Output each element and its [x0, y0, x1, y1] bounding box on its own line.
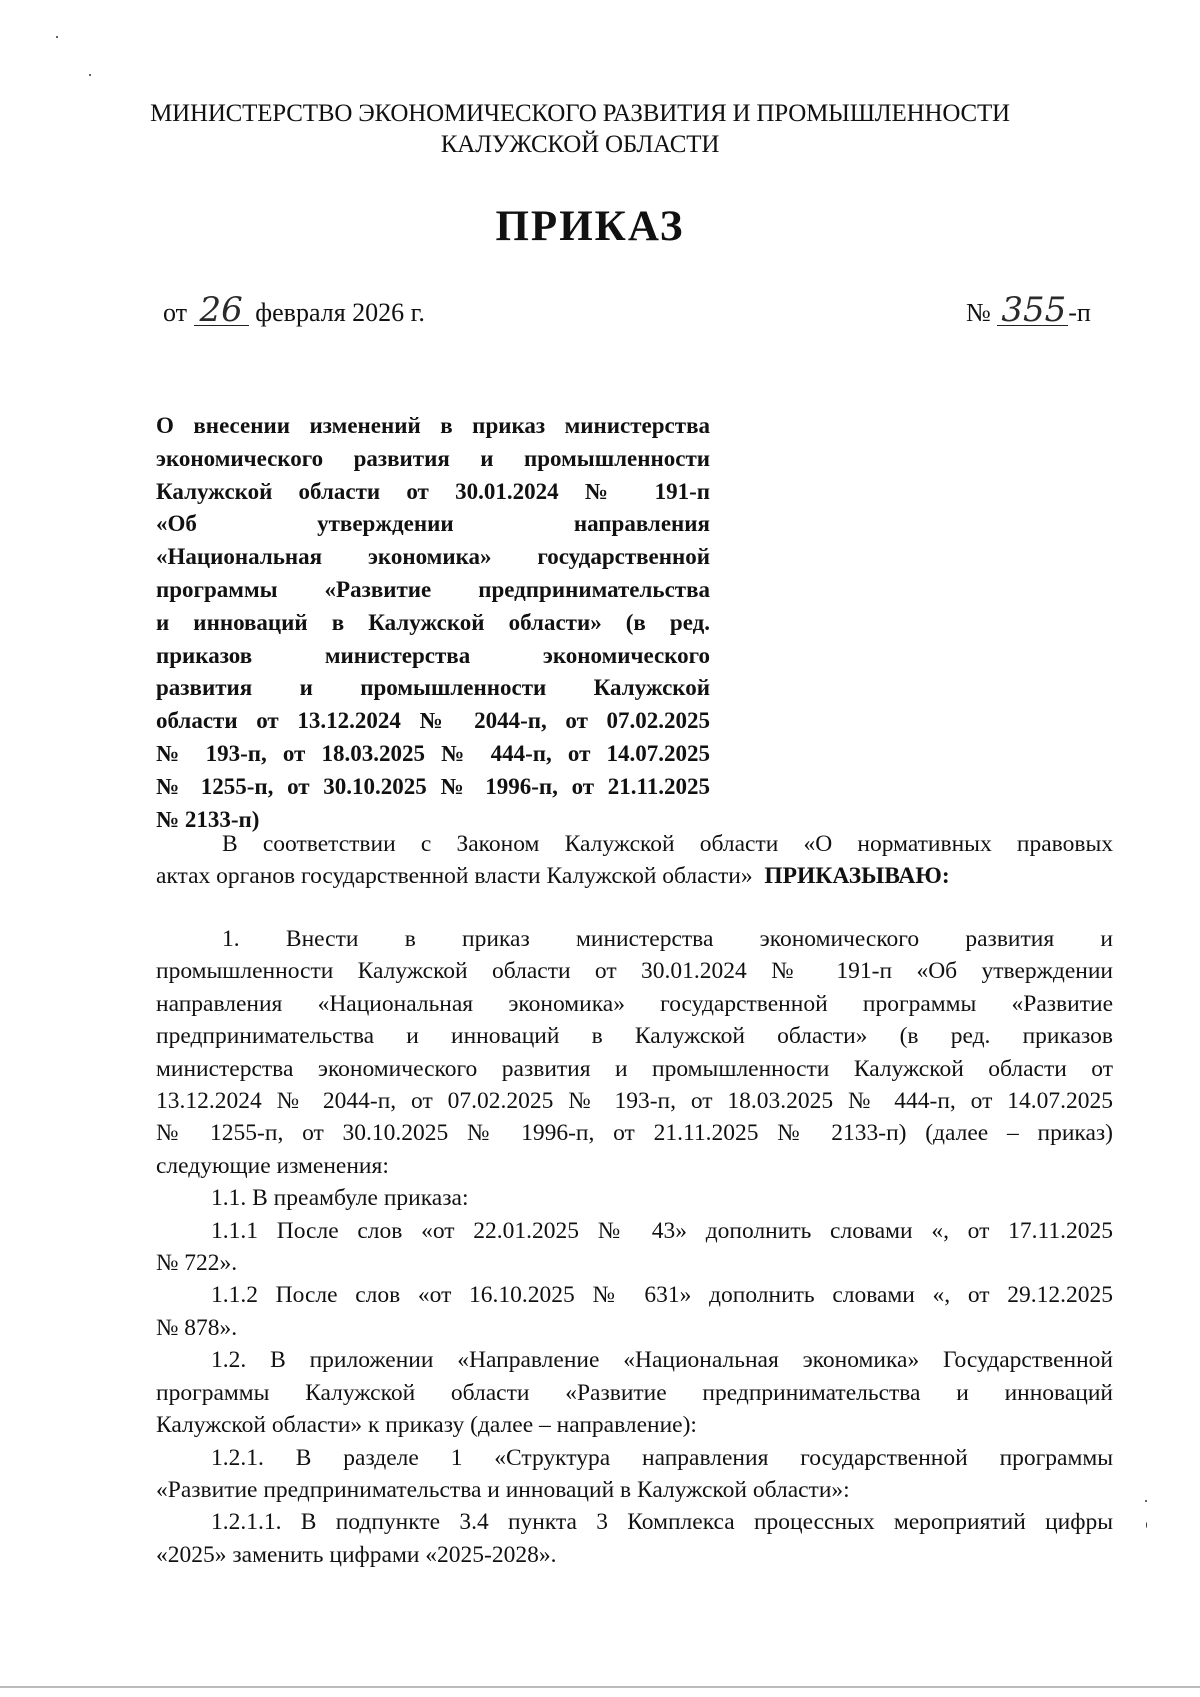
subject-line: «Об утверждении направления [156, 511, 710, 537]
item-1-1-1-line: 1.1.1 После слов «от 22.01.2025 № 43» дополнить словами «, от 17.11.2025 [211, 1217, 1113, 1244]
subject-line: № 1255-п, от 30.10.2025 № 1996-п, от 21.11.2025 [156, 773, 710, 799]
item-1-2-1-line: «Развитие предпринимательства и инноваций в Калужской области»: [156, 1476, 850, 1503]
date-suffix: февраля 2026 г. [255, 298, 425, 327]
item-1-2-line: Калужской области» к приказу (далее – направление): [156, 1412, 697, 1439]
subject-line: «Национальная экономика» государственной [156, 544, 710, 570]
item-1-2-1 [156, 1442, 1113, 1507]
subject-line: экономического развития и промышленности [156, 445, 710, 471]
subject-line: приказов министерства экономического [156, 642, 710, 668]
order-date [163, 290, 425, 330]
ministry-name-line2: КАЛУЖСКОЙ ОБЛАСТИ [440, 131, 720, 158]
scan-speck [56, 36, 58, 38]
item-1-2-line: программы Калужской области «Развитие предпринимательства и инноваций [156, 1379, 1113, 1406]
preamble-line: В соответствии с Законом Калужской области «О нормативных правовых [222, 831, 1113, 857]
preamble-line-text: актах органов государственной власти Калужской области» [156, 863, 753, 890]
item-1-line: промышленности Калужской области от 30.01.2024 № 191-п «Об утверждении [156, 958, 1113, 985]
document-title: ПРИКАЗ [495, 203, 685, 250]
item-1-2-line: 1.2. В приложении «Направление «Национальная экономика» Государственной [211, 1347, 1113, 1374]
subject-line: и инноваций в Калужской области» (в ред. [156, 609, 710, 635]
subject-line: развития и промышленности Калужской [156, 675, 710, 701]
subject-line: № 193-п, от 18.03.2025 № 444-п, от 14.07.2025 [156, 740, 710, 766]
item-1-line: 1. Внести в приказ министерства экономического развития и [222, 926, 1113, 952]
scan-speck [1146, 1522, 1147, 1528]
item-1-2-1-1-line: «2025» заменить цифрами «2025-2028». [156, 1541, 557, 1568]
item-1-line: 13.12.2024 № 2044-п, от 07.02.2025 № 193-п, от 18.03.2025 № 444-п, от 14.07.2025 [156, 1088, 1113, 1115]
number-suffix: -п [1068, 298, 1091, 327]
subject-line: области от 13.12.2024 № 2044-п, от 07.02.2025 [156, 708, 710, 734]
order-directive: ПРИКАЗЫВАЮ: [764, 863, 950, 890]
order-subject [156, 410, 710, 836]
subject-line: № 2133-п) [156, 806, 260, 832]
ministry-header [0, 98, 1200, 160]
item-1-line: предпринимательства и инноваций в Калужской области» (в ред. приказов [156, 1023, 1113, 1050]
subject-line: Калужской области от 30.01.2024 № 191-п [156, 478, 710, 504]
item-1-2-1-1-line: 1.2.1.1. В подпункте 3.4 пункта 3 Комплекса процессных мероприятий цифры [211, 1509, 1113, 1536]
item-1-line: направления «Национальная экономика» государственной программы «Развитие [156, 990, 1113, 1017]
subject-line: программы «Развитие предпринимательства [156, 576, 710, 602]
item-1-1-2-line: № 878». [156, 1314, 238, 1341]
preamble [156, 828, 1113, 893]
date-day-handwritten: 26 [194, 295, 249, 326]
item-1-1 [156, 1182, 1113, 1214]
item-1-line: министерства экономического развития и промышленности Калужской области от [156, 1055, 1113, 1082]
number-prefix: № [966, 298, 991, 327]
scan-bottom-edge [0, 1686, 1200, 1688]
order-number [966, 290, 1091, 330]
item-1 [156, 923, 1113, 1182]
item-1-1-line: 1.1. В преамбуле приказа: [211, 1185, 469, 1212]
item-1-line: № 1255-п, от 30.10.2025 № 1996-п, от 21.11.2025 № 2133-п) (далее – приказ) [156, 1120, 1113, 1147]
subject-line: О внесении изменений в приказ министерства [156, 413, 710, 438]
date-prefix: от [163, 298, 188, 327]
item-1-2-1-1 [156, 1506, 1113, 1571]
preamble-line [156, 860, 1113, 892]
scan-speck [89, 74, 91, 76]
ministry-name-line1: МИНИСТЕРСТВО ЭКОНОМИЧЕСКОГО РАЗВИТИЯ И ПРОМЫШЛЕННОСТИ [150, 100, 1010, 127]
item-1-1-1-line: № 722». [156, 1250, 238, 1277]
item-1-line: следующие изменения: [156, 1152, 389, 1179]
item-1-1-2-line: 1.1.2 После слов «от 16.10.2025 № 631» дополнить словами «, от 29.12.2025 [211, 1282, 1113, 1309]
item-1-1-2 [156, 1279, 1113, 1344]
order-body [156, 923, 1113, 1571]
number-value-handwritten: 355 [997, 295, 1068, 326]
scan-speck [1145, 1500, 1147, 1502]
item-1-2 [156, 1344, 1113, 1441]
item-1-1-1 [156, 1215, 1113, 1280]
item-1-2-1-line: 1.2.1. В разделе 1 «Структура направления государственной программы [211, 1444, 1113, 1471]
